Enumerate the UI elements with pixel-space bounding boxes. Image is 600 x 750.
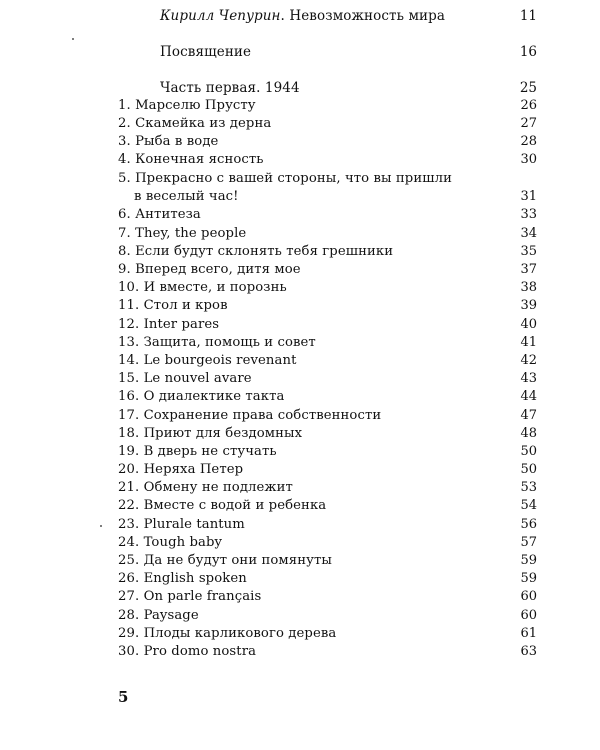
toc-entry[interactable] (0, 352, 600, 371)
toc-entry-page: 38 (520, 280, 537, 295)
toc-entry[interactable] (0, 588, 600, 607)
toc-entry-page: 28 (520, 134, 537, 149)
toc-entry-preface[interactable] (0, 7, 600, 26)
toc-entry-page: 47 (520, 408, 537, 423)
toc-entry-title: 13. Защита, помощь и совет (118, 335, 316, 350)
toc-entry-page: 42 (520, 353, 537, 368)
toc-entry[interactable] (0, 552, 600, 571)
toc-entry-title: 15. Le nouvel avare (118, 371, 252, 386)
toc-entry-title: 23. Plurale tantum (118, 517, 245, 532)
toc-entry-page: 50 (520, 444, 537, 459)
toc-entry-page: 39 (520, 298, 537, 313)
toc-entry[interactable] (0, 297, 600, 316)
toc-entry-page: 60 (520, 589, 537, 604)
toc-entry-title: 16. О диалектике такта (118, 389, 285, 404)
toc-entry-title: 30. Pro domo nostra (118, 644, 257, 659)
toc-entry-page: 40 (520, 317, 537, 332)
toc-entry[interactable] (0, 607, 600, 626)
toc-entry-page: 16 (519, 44, 537, 60)
toc-entry[interactable] (0, 443, 600, 462)
toc-entry-title: 20. Неряха Петер (118, 462, 244, 477)
scan-speck (72, 38, 74, 40)
toc-entry-title: 11. Стол и кров (118, 298, 228, 313)
toc-entry[interactable] (0, 625, 600, 644)
toc-entry-title: 9. Вперед всего, дитя мое (118, 262, 301, 277)
toc-entry-title: 29. Плоды карликового дерева (118, 626, 337, 641)
toc-entry-title: 25. Да не будут они помянуты (118, 553, 332, 568)
toc-entry[interactable] (0, 243, 600, 262)
toc-entry-title: 18. Приют для бездомных (118, 426, 303, 441)
toc-entry-title: 14. Le bourgeois revenant (118, 353, 297, 368)
toc-entry-page: 53 (520, 480, 537, 495)
toc-entry-page: 27 (520, 116, 537, 131)
toc-entry-page: 11 (519, 8, 537, 24)
toc-entry-part-one[interactable] (0, 79, 600, 98)
toc-entry[interactable] (0, 334, 600, 353)
toc-entry-title: 12. Inter pares (118, 317, 220, 332)
toc-entry-page: 60 (520, 608, 537, 623)
toc-entry-title: 28. Paysage (118, 608, 199, 623)
toc-entry[interactable] (0, 279, 600, 298)
toc-entry-title: 19. В дверь не стучать (118, 444, 277, 459)
toc-entry[interactable] (0, 206, 600, 225)
toc-entry[interactable] (0, 115, 600, 134)
toc-entry-page: 37 (520, 262, 537, 277)
toc-entry[interactable] (0, 370, 600, 389)
toc-entry-title: 24. Tough baby (118, 535, 223, 550)
toc-entry-page: 30 (520, 152, 537, 167)
toc-entry-page: 56 (520, 517, 537, 532)
toc-entry-title: 2. Скамейка из дерна (118, 116, 272, 131)
toc-entry-title: 26. English spoken (118, 571, 247, 586)
toc-entry-page: 34 (520, 226, 537, 241)
toc-entry-page: 63 (520, 644, 537, 659)
toc-entry-title: 22. Вместе с водой и ребенка (118, 498, 327, 513)
toc-entry-title: 4. Конечная ясность (118, 152, 264, 167)
toc-entry-title: 3. Рыба в воде (118, 134, 219, 149)
toc-entry[interactable] (0, 643, 600, 662)
toc-entry-page: 59 (520, 553, 537, 568)
toc-entry-title: 1. Марселю Прусту (118, 98, 256, 113)
toc-entry-title: 10. И вместе, и порознь (118, 280, 287, 295)
toc-entry[interactable] (0, 570, 600, 589)
toc-entry-page: 48 (520, 426, 537, 441)
toc-entry-page: 31 (520, 189, 537, 204)
toc-entry[interactable] (0, 407, 600, 426)
toc-entry-page: 50 (520, 462, 537, 477)
toc-entry[interactable] (0, 516, 600, 535)
toc-entry-page: 26 (520, 98, 537, 113)
toc-entry-title: Кирилл Чепурин. Невозможность мира (160, 8, 446, 24)
toc-entry[interactable] (0, 133, 600, 152)
toc-entry-author: Кирилл Чепурин (160, 8, 281, 24)
toc-entry-title: 17. Сохранение права собственности (118, 408, 382, 423)
page-number: 5 (118, 688, 129, 706)
toc-entry-page: 41 (520, 335, 537, 350)
toc-entry-page: 43 (520, 371, 537, 386)
toc-entry-page: 25 (519, 80, 537, 96)
toc-entry[interactable] (0, 225, 600, 244)
toc-entry-title: 21. Обмену не подлежит (118, 480, 293, 495)
toc-entry-page: 54 (520, 498, 537, 513)
toc-entry-page: 44 (520, 389, 537, 404)
toc-entry[interactable] (0, 388, 600, 407)
toc-entry[interactable] (0, 497, 600, 516)
toc-entry[interactable] (0, 534, 600, 553)
toc-entry[interactable] (0, 151, 600, 170)
toc-entry[interactable] (0, 316, 600, 335)
toc-entry-page: 35 (520, 244, 537, 259)
toc-entry-page: 61 (520, 626, 537, 641)
toc-entry-dedication[interactable] (0, 43, 600, 62)
toc-entry-title: 27. On parle français (118, 589, 262, 604)
toc-entry[interactable] (0, 261, 600, 280)
toc-entry[interactable] (0, 461, 600, 480)
toc-entry-title: Часть первая. 1944 (160, 80, 300, 96)
toc-entry-title: Посвящение (160, 44, 252, 60)
toc-entry-title: 6. Антитеза (118, 207, 201, 222)
toc-entry[interactable] (0, 425, 600, 444)
toc-entry-title: 5. Прекрасно с вашей стороны, что вы пришли в веселый час! (118, 171, 452, 204)
toc-entry-page: 33 (520, 207, 537, 222)
toc-entry-title: 8. Если будут склонять тебя грешники (118, 244, 394, 259)
toc-entry-title: 7. They, the people (118, 226, 247, 241)
toc-entry-page: 59 (520, 571, 537, 586)
toc-entry[interactable] (0, 479, 600, 498)
toc-entry[interactable] (0, 97, 600, 116)
toc-entry[interactable] (0, 170, 600, 208)
toc-entry-page: 57 (520, 535, 537, 550)
